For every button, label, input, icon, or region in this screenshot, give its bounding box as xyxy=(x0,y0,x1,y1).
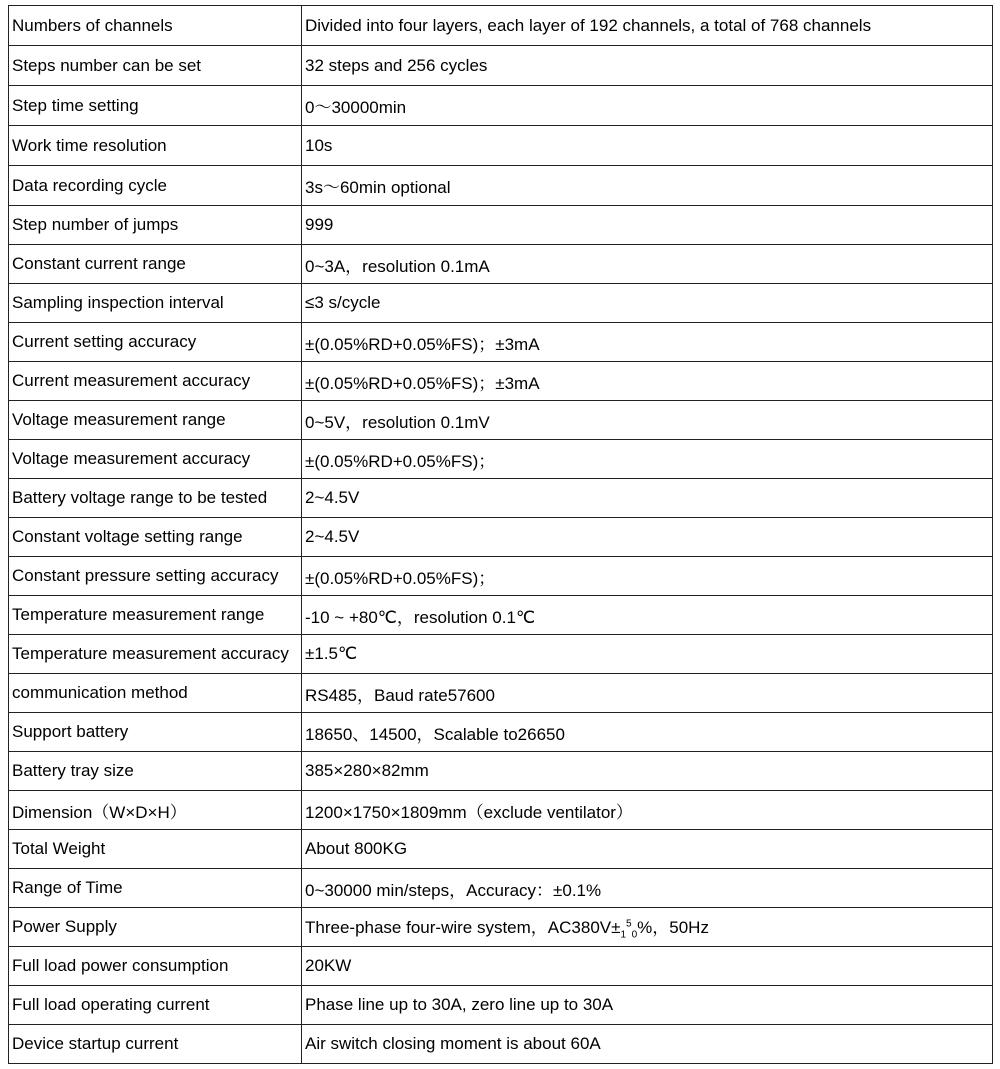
table-row xyxy=(9,830,993,869)
spec-label: Power Supply xyxy=(9,908,302,947)
table-row xyxy=(9,986,993,1025)
spec-value: 3s～60min optional xyxy=(302,166,993,206)
spec-value: ±(0.05%RD+0.05%FS)；±3mA xyxy=(302,362,993,401)
table-row xyxy=(9,518,993,557)
spec-value: ±(0.05%RD+0.05%FS)；±3mA xyxy=(302,323,993,362)
spec-value: RS485，Baud rate57600 xyxy=(302,674,993,713)
spec-value: Phase line up to 30A, zero line up to 30A xyxy=(302,986,993,1025)
spec-label: Constant pressure setting accuracy xyxy=(9,557,302,596)
spec-value: 0～30000min xyxy=(302,86,993,126)
spec-label: Current measurement accuracy xyxy=(9,362,302,401)
spec-label: Steps number can be set xyxy=(9,46,302,86)
spec-value: 999 xyxy=(302,206,993,245)
table-row xyxy=(9,126,993,166)
table-row xyxy=(9,713,993,752)
table-row xyxy=(9,323,993,362)
spec-label: Battery voltage range to be tested xyxy=(9,479,302,518)
spec-label: Sampling inspection interval xyxy=(9,284,302,323)
table-row xyxy=(9,869,993,908)
spec-value: 2~4.5V xyxy=(302,518,993,557)
spec-label: Full load power consumption xyxy=(9,947,302,986)
tolerance-subscript: 1 xyxy=(620,929,627,941)
spec-label: Constant voltage setting range xyxy=(9,518,302,557)
power-supply-text: Three-phase four-wire system，AC380V± xyxy=(305,918,621,938)
spec-label: Data recording cycle xyxy=(9,166,302,206)
table-row xyxy=(9,362,993,401)
power-supply-text: %，50Hz xyxy=(637,918,709,938)
spec-value: ±(0.05%RD+0.05%FS)； xyxy=(302,440,993,479)
spec-label: Total Weight xyxy=(9,830,302,869)
table-row xyxy=(9,245,993,284)
spec-value: 385×280×82mm xyxy=(302,752,993,791)
table-row xyxy=(9,440,993,479)
spec-value: ±1.5℃ xyxy=(302,635,993,674)
table-row xyxy=(9,86,993,126)
spec-value: 20KW xyxy=(302,947,993,986)
spec-value: Air switch closing moment is about 60A xyxy=(302,1025,993,1064)
spec-value: 18650、14500，Scalable to26650 xyxy=(302,713,993,752)
spec-label: Step time setting xyxy=(9,86,302,126)
table-row xyxy=(9,401,993,440)
spec-label: Work time resolution xyxy=(9,126,302,166)
table-row xyxy=(9,791,993,830)
tolerance-subscript: 0 xyxy=(631,929,638,941)
table-row xyxy=(9,284,993,323)
table-row xyxy=(9,46,993,86)
spec-label: Range of Time xyxy=(9,869,302,908)
spec-label: communication method xyxy=(9,674,302,713)
spec-value: About 800KG xyxy=(302,830,993,869)
spec-label: Step number of jumps xyxy=(9,206,302,245)
spec-value: 2~4.5V xyxy=(302,479,993,518)
spec-label: Numbers of channels xyxy=(9,6,302,46)
table-row xyxy=(9,947,993,986)
spec-value xyxy=(302,908,993,947)
table-row xyxy=(9,166,993,206)
table-row xyxy=(9,752,993,791)
table-row xyxy=(9,908,993,947)
spec-label: Voltage measurement accuracy xyxy=(9,440,302,479)
specification-table xyxy=(8,5,993,1064)
table-row xyxy=(9,206,993,245)
table-row xyxy=(9,557,993,596)
spec-value: 0~30000 min/steps，Accuracy：±0.1% xyxy=(302,869,993,908)
spec-label: Battery tray size xyxy=(9,752,302,791)
spec-value: ±(0.05%RD+0.05%FS)； xyxy=(302,557,993,596)
spec-label: Support battery xyxy=(9,713,302,752)
spec-label: Temperature measurement accuracy xyxy=(9,635,302,674)
spec-label: Temperature measurement range xyxy=(9,596,302,635)
tolerance-superscript: 5 xyxy=(626,918,632,930)
table-row xyxy=(9,479,993,518)
spec-label: Constant current range xyxy=(9,245,302,284)
table-row xyxy=(9,6,993,46)
spec-label: Voltage measurement range xyxy=(9,401,302,440)
spec-value: 32 steps and 256 cycles xyxy=(302,46,993,86)
table-row xyxy=(9,635,993,674)
spec-value: 0~5V，resolution 0.1mV xyxy=(302,401,993,440)
spec-value: -10 ~ +80℃，resolution 0.1℃ xyxy=(302,596,993,635)
spec-label: Dimension（W×D×H） xyxy=(9,791,302,830)
spec-value: 1200×1750×1809mm（exclude ventilator） xyxy=(302,791,993,830)
table-row xyxy=(9,596,993,635)
spec-value: Divided into four layers, each layer of 192 channels, a total of 768 channels xyxy=(302,6,993,46)
table-row xyxy=(9,1025,993,1064)
spec-value: 0~3A，resolution 0.1mA xyxy=(302,245,993,284)
spec-value: 10s xyxy=(302,126,993,166)
spec-label: Current setting accuracy xyxy=(9,323,302,362)
spec-label: Device startup current xyxy=(9,1025,302,1064)
table-row xyxy=(9,674,993,713)
spec-label: Full load operating current xyxy=(9,986,302,1025)
spec-value: ≤3 s/cycle xyxy=(302,284,993,323)
